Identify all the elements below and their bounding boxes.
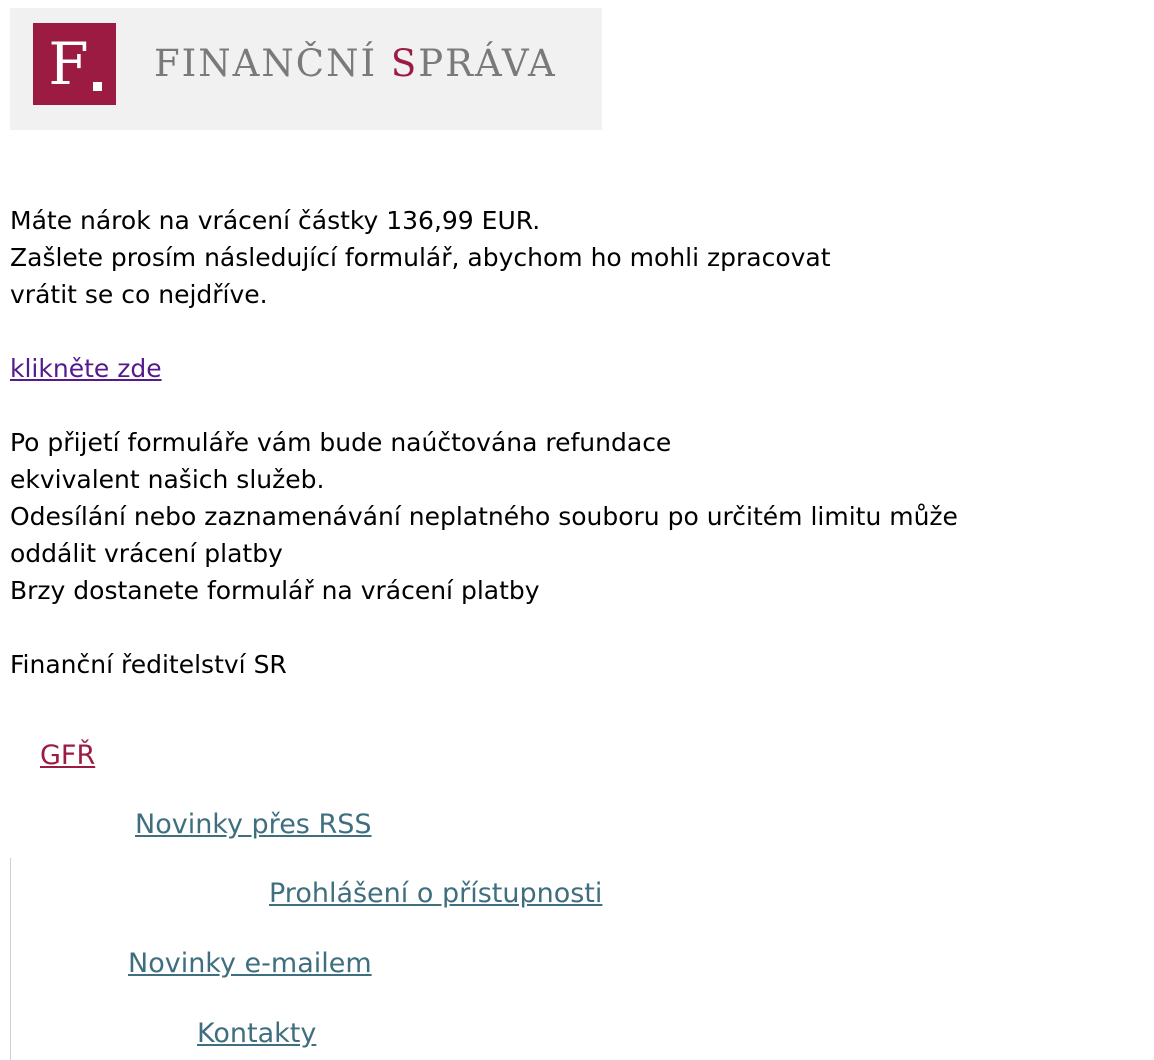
financni-sprava-logo-mark [33,23,116,105]
footer-divider [10,858,11,1060]
accessibility-statement-link[interactable]: Prohlášení o přístupnosti [269,878,603,909]
logo-mark-letter: F [48,30,89,98]
email-news-link[interactable]: Novinky e-mailem [128,948,372,979]
spacer [10,387,1140,424]
logo-wordmark-accent: S [390,42,419,85]
spacer [10,313,1140,350]
message-line: Zašlete prosím následující formulář, abychom ho mohli zpracovat [10,243,831,272]
link-paragraph [10,350,1140,387]
message-line: Odesílání nebo zaznamenávání neplatného souboru po určitém limitu může [10,502,958,531]
logo-wordmark [154,44,557,84]
refund-amount-line: Máte nárok na vrácení částky 136,99 EUR. [10,206,541,235]
message-line: Brzy dostanete formulář na vrácení platby [10,576,540,605]
message-line: ekvivalent našich služeb. [10,465,325,494]
logo-wordmark-rest: PRÁVA [418,42,557,85]
spacer [10,609,1140,646]
message-line: oddálit vrácení platby [10,539,283,568]
email-message-body [10,202,1140,683]
logo-mark-dot [93,82,102,91]
message-line: Po přijetí formuláře vám bude naúčtována refundace [10,428,672,457]
gfr-link[interactable]: GFŘ [40,740,96,771]
click-here-link[interactable]: klikněte zde [10,354,162,383]
signature: Finanční ředitelství SR [10,650,287,679]
message-line: vrátit se co nejdříve. [10,280,268,309]
logo-banner [10,8,602,130]
logo-wordmark-lead: FINANČNÍ [154,42,391,85]
rss-news-link[interactable]: Novinky přes RSS [135,809,372,840]
contacts-link[interactable]: Kontakty [197,1018,317,1049]
